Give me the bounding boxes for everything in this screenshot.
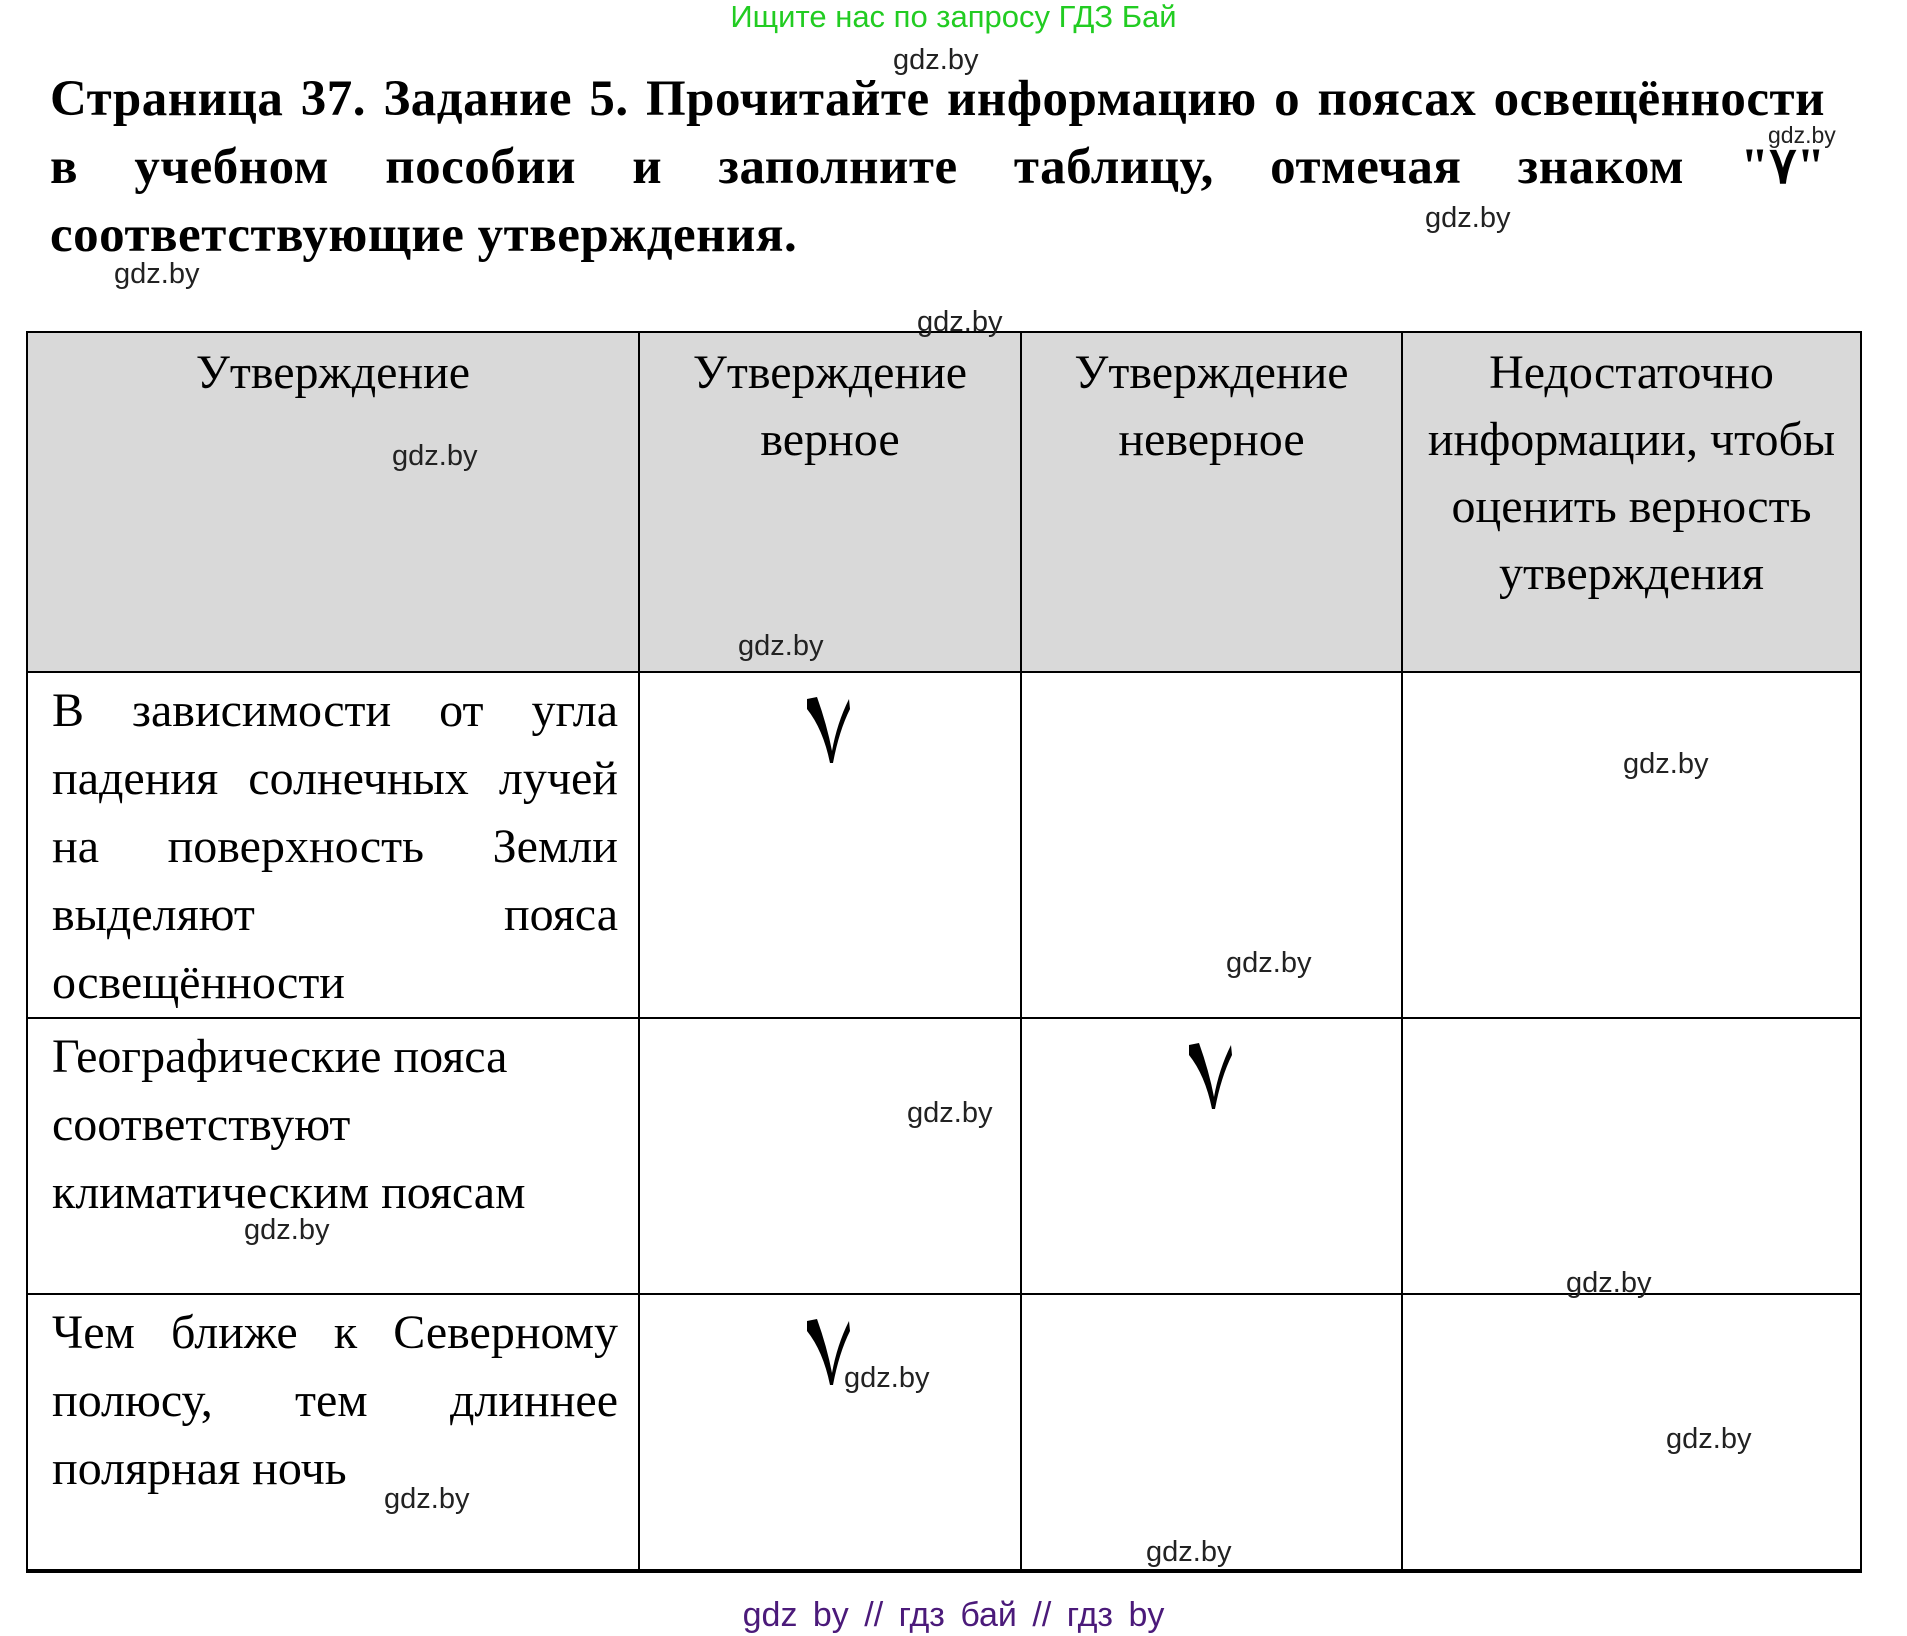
header-insufficient [1402, 332, 1861, 672]
checkmark-icon [1187, 1041, 1237, 1109]
table-row [27, 1294, 1861, 1571]
header-statement-label: Утверждение [195, 346, 471, 399]
false-cell[interactable] [1021, 1018, 1402, 1294]
watermark: gdz.by [907, 1097, 993, 1129]
false-cell[interactable] [1021, 672, 1402, 1018]
true-cell[interactable] [639, 672, 1021, 1018]
table-row [27, 1018, 1861, 1294]
statement-cell: Чем ближе к Северному полюсу, тем длиннее полярная ночь [27, 1294, 639, 1571]
watermark: gdz.by [893, 44, 979, 76]
watermark: gdz.by [1768, 122, 1836, 148]
watermark: gdz.by [1146, 1536, 1232, 1568]
table-header-row [27, 332, 1861, 672]
header-true [639, 332, 1021, 672]
footer-links: gdz by // гдз бай // гдз by [742, 1596, 1165, 1634]
task-title: Страница 37. Задание 5. Прочитайте информацию о поясах освещённости в учебном пособии и заполните таблицу, отмечая знаком "٧" соответствующие утверждения. [50, 71, 1825, 263]
checkmark-icon [805, 695, 855, 763]
watermark: gdz.by [114, 258, 200, 290]
search-banner: Ищите нас по запросу ГДЗ Бай [730, 0, 1177, 34]
watermark: gdz.by [1623, 748, 1709, 780]
header-false-label: Утверждение неверное [1074, 346, 1349, 466]
watermark: gdz.by [1566, 1267, 1652, 1299]
watermark: gdz.by [917, 306, 1003, 338]
insufficient-cell[interactable] [1402, 1018, 1861, 1294]
insufficient-cell[interactable] [1402, 672, 1861, 1018]
true-cell[interactable] [639, 1294, 1021, 1571]
statement-cell: В зависимости от угла падения солнечных лучей на поверхность Земли выделяют пояса освещённости [27, 672, 639, 1018]
insufficient-cell[interactable] [1402, 1294, 1861, 1571]
watermark: gdz.by [1425, 202, 1511, 234]
table-row [27, 672, 1861, 1018]
watermark: gdz.by [844, 1362, 930, 1394]
watermark: gdz.by [1226, 947, 1312, 979]
header-false [1021, 332, 1402, 672]
statement-cell: Географические пояса соответствуют климатическим поясам [27, 1018, 639, 1294]
watermark: gdz.by [384, 1483, 470, 1515]
statements-table [26, 331, 1862, 1573]
watermark: gdz.by [244, 1214, 330, 1246]
watermark: gdz.by [738, 630, 824, 662]
false-cell[interactable] [1021, 1294, 1402, 1571]
header-insufficient-label: Недостаточно информации, чтобы оценить верность утверждения [1427, 346, 1836, 600]
watermark: gdz.by [392, 440, 478, 472]
watermark: gdz.by [1666, 1423, 1752, 1455]
header-statement [27, 332, 639, 672]
header-true-label: Утверждение верное [692, 346, 968, 466]
true-cell[interactable] [639, 1018, 1021, 1294]
